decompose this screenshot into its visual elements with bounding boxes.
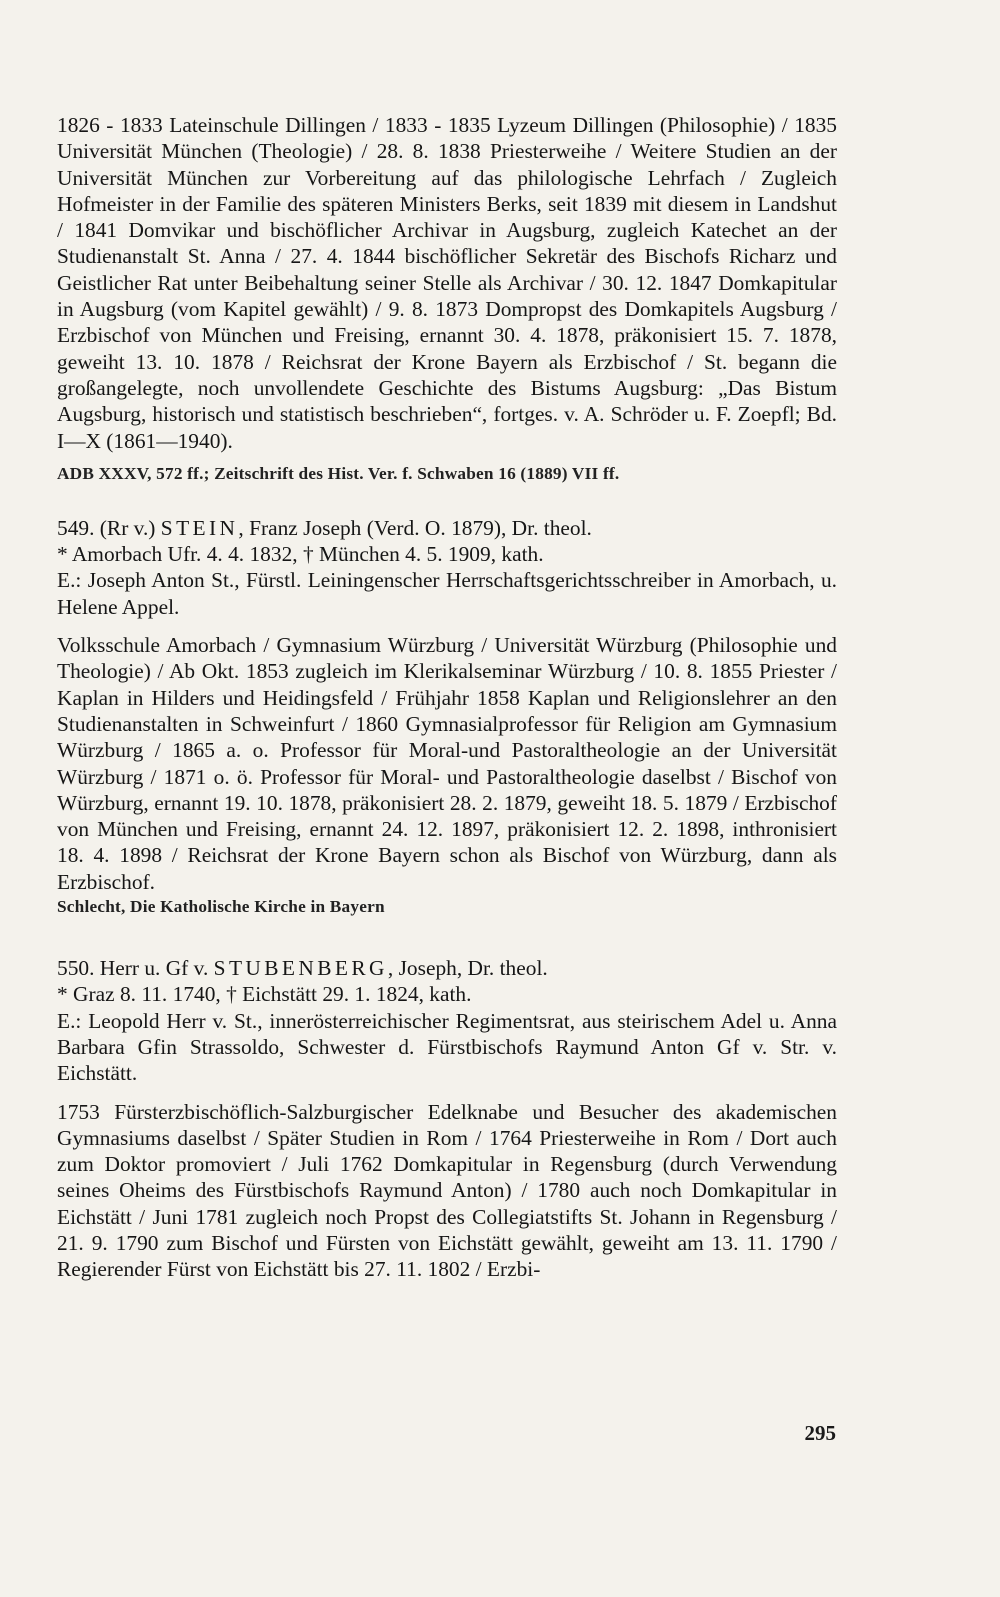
continued-entry (57, 112, 837, 486)
page-number: 295 (804, 1421, 836, 1445)
entry-given-names: , Joseph, Dr. theol. (387, 956, 548, 981)
entry-550 (57, 955, 837, 1283)
reference-note: Schlecht, Die Katholische Kirche in Bayern (57, 897, 385, 917)
entry-rank: Herr u. Gf v. (99, 956, 209, 981)
entry-number: 550. (57, 956, 95, 981)
parents-line: E.: Leopold Herr v. St., innerösterreichischer Regimentsrat, aus steirischem Adel u. Anna Barbara Gfin Strassoldo, Schwester d. Fürstbischofs Raymund Anton Gf v. Str. v. Eichstätt. (57, 1008, 837, 1086)
career-paragraph: Volksschule Amorbach / Gymnasium Würzburg / Universität Würzburg (Philosophie und Theologie) / Ab Okt. 1853 zugleich im Klerikalseminar Würzburg / 10. 8. 1855 Priester / Kaplan in Hilders und Heidingsfeld / Frühjahr 1858 Kaplan und Religionslehrer an den Studienanstalten in Schweinfurt / 1860 Gymnasialprofessor für Religion am Gymnasium Würzburg / 1865 a. o. Professor für Moral-und Pastoraltheologie an der Universität Würzburg / 1871 o. ö. Professor für Moral- und Pastoraltheologie daselbst / Bischof von Würzburg, ernannt 19. 10. 1878, präkonisiert 28. 2. 1879, geweiht 18. 5. 1879 / Erzbischof von München und Freising, ernannt 24. 12. 1897, präkonisiert 12. 2. 1898, inthronisiert 18. 4. 1898 / Reichsrat der Krone Bayern schon als Bischof von Würzburg, dann als Erzbischof. (57, 633, 837, 894)
career-paragraph: 1826 - 1833 Lateinschule Dillingen / 1833 - 1835 Lyzeum Dillingen (Philosophie) / 1835 Universität München (Theologie) / 28. 8. 1838 Priesterweihe / Weitere Studien an der Universität München zur Vorbereitung auf das philologische Lehrfach / Zugleich Hofmeister in der Familie des späteren Ministers Berks, seit 1839 mit diesem in Landshut / 1841 Domvikar und bischöflicher Archivar in Augsburg, zugleich Katechet an der Studienanstalt St. Anna / 27. 4. 1844 bischöflicher Sekretär des Bischofs Richarz und Geistlicher Rat unter Beibehaltung seiner Stelle als Archivar / 30. 12. 1847 Domkapitular in Augsburg (vom Kapitel gewählt) / 9. 8. 1873 Dompropst des Domkapitels Augsburg / Erzbischof von München und Freising, ernannt 30. 4. 1878, präkonisiert 15. 7. 1878, geweiht 13. 10. 1878 / Reichsrat der Krone Bayern als Erzbischof / St. begann die großangelegte, noch unvollendete Geschichte des Bistums Augsburg: „Das Bistum Augsburg, historisch und statistisch beschrieben“, fortges. v. A. Schröder u. F. Zoepfl; Bd. I—X (1861—1940). (57, 113, 837, 453)
entry-549 (57, 515, 837, 919)
page-body (57, 112, 837, 1283)
entry-number: 549. (57, 515, 95, 540)
entry-heading (57, 955, 837, 981)
reference-note: ADB XXXV, 572 ff.; Zeitschrift des Hist. Ver. f. Schwaben 16 (1889) VII ff. (57, 463, 620, 483)
entry-heading (57, 515, 837, 541)
entry-surname: STEIN (160, 515, 239, 540)
parents-line: E.: Joseph Anton St., Fürstl. Leiningenscher Herrschaftsgerichtsschreiber in Amorbach, u. Helene Appel. (57, 568, 837, 619)
career-paragraph: 1753 Fürsterzbischöflich-Salzburgischer Edelknabe und Besucher des akademischen Gymnasiums daselbst / Später Studien in Rom / 1764 Priesterweihe in Rom / Dort auch zum Doktor promoviert / Juli 1762 Domkapitular in Regensburg (durch Verwendung seines Oheims des Fürstbischofs Raymund Anton) / 1780 auch noch Domkapitular in Eichstätt / Juni 1781 zugleich noch Propst des Collegiatstifts St. Johann in Regensburg / 21. 9. 1790 zum Bischof und Fürsten von Eichstätt gewählt, geweiht am 13. 11. 1790 / Regierender Fürst von Eichstätt bis 27. 11. 1802 / Erzbi- (57, 1099, 837, 1282)
entry-given-names: , Franz Joseph (Verd. O. 1879), Dr. theol. (238, 515, 592, 540)
entry-rank: (Rr v.) (99, 515, 156, 540)
birth-death-line: * Amorbach Ufr. 4. 4. 1832, † München 4. 5. 1909, kath. (57, 542, 544, 567)
entry-surname: STUBENBERG (213, 956, 388, 981)
birth-death-line: * Graz 8. 11. 1740, † Eichstätt 29. 1. 1824, kath. (57, 982, 472, 1007)
